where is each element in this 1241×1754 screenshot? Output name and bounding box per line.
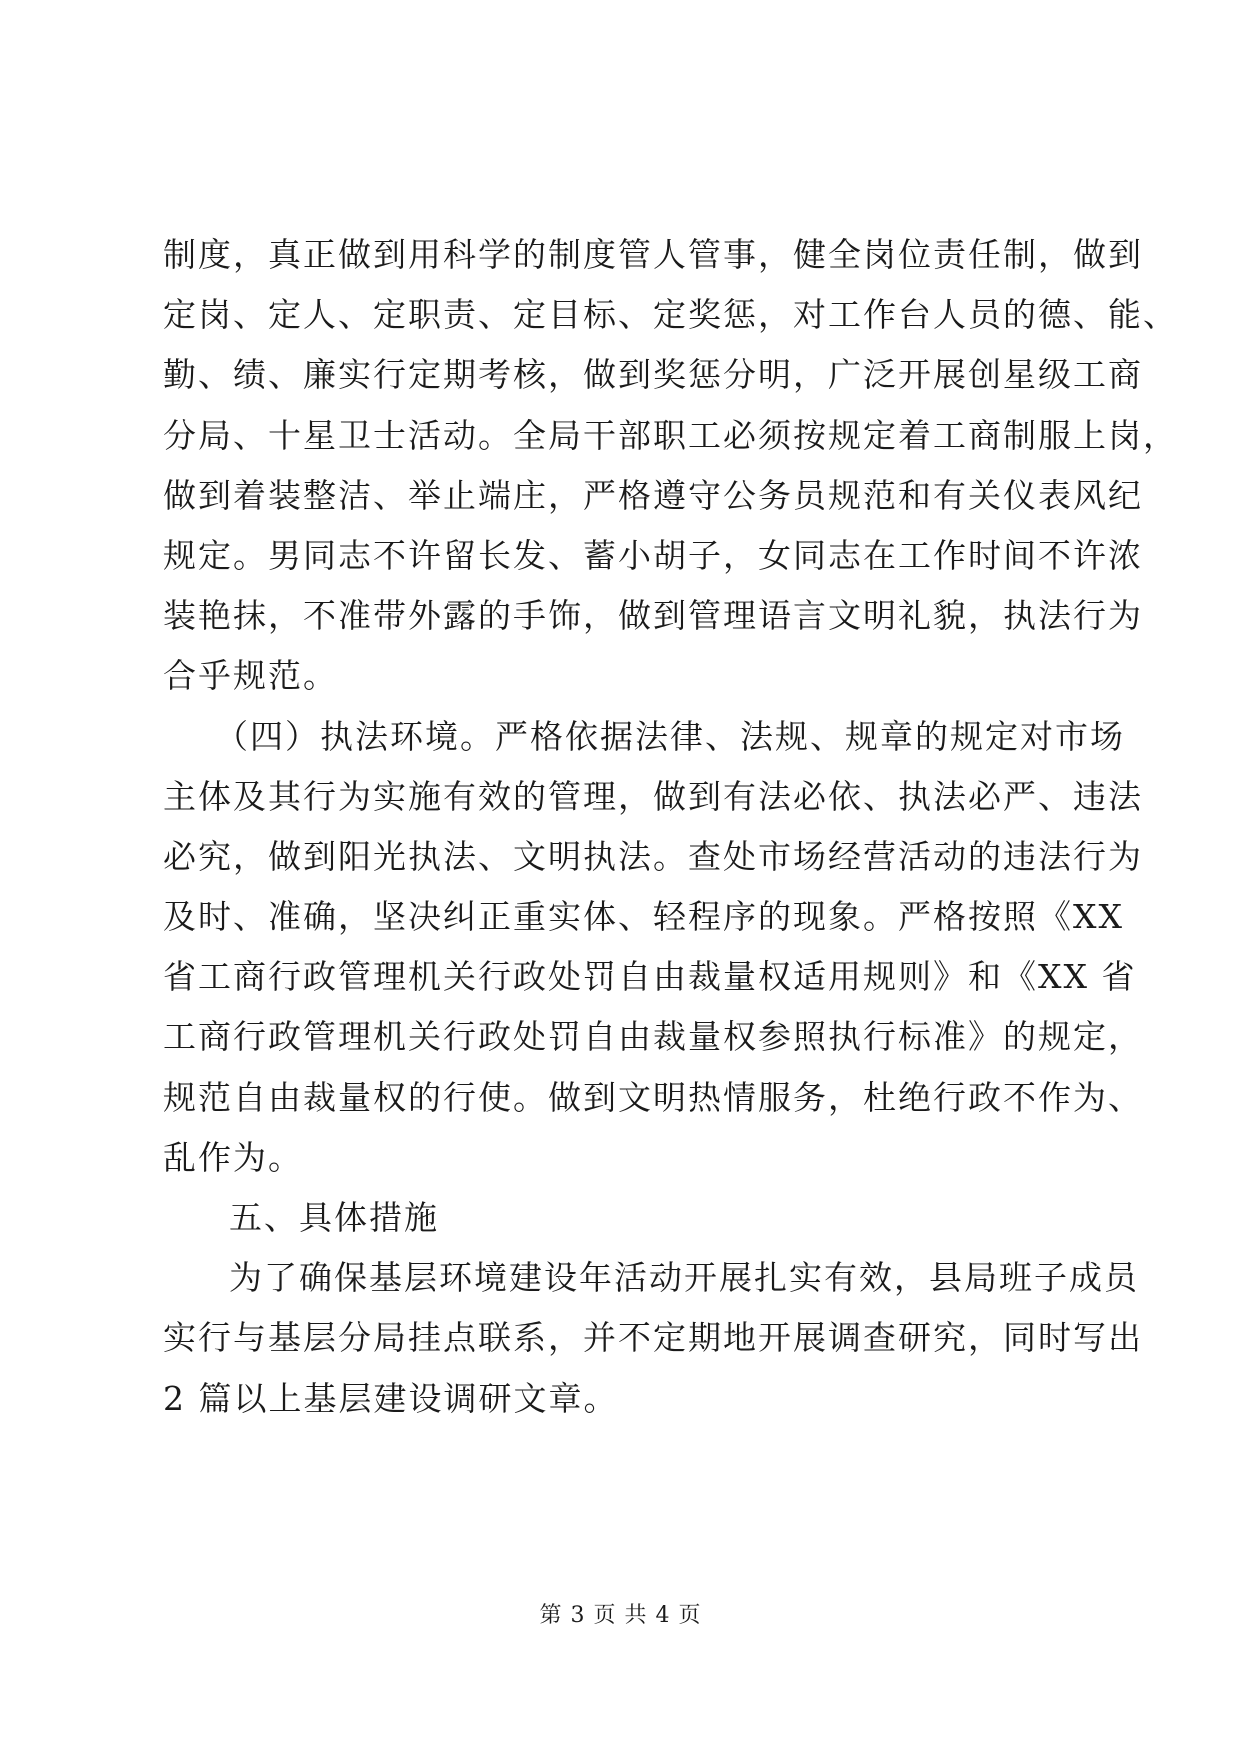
- section-heading-line: （四）执法环境。严格依据法律、法规、规章的规定对市场: [215, 716, 1125, 756]
- body-line: 做到着装整洁、举止端庄，严格遵守公务员规范和有关仪表风纪: [163, 475, 1143, 515]
- section-heading-line: 五、具体措施: [229, 1198, 439, 1237]
- body-line: 主体及其行为实施有效的管理，做到有法必依、执法必严、违法: [163, 776, 1143, 816]
- document-body: [163, 225, 1178, 1429]
- body-line: 2 篇以上基层建设调研文章。: [163, 1378, 619, 1418]
- body-line: 规范自由裁量权的行使。做到文明热情服务，杜绝行政不作为、: [163, 1077, 1143, 1117]
- body-line: 制度，真正做到用科学的制度管人管事，健全岗位责任制，做到: [163, 235, 1143, 274]
- body-line: 规定。男同志不许留长发、蓄小胡子，女同志在工作时间不许浓: [163, 535, 1143, 575]
- body-line: 省工商行政管理机关行政处罚自由裁量权适用规则》和《XX 省: [163, 957, 1137, 997]
- body-line: 必究，做到阳光执法、文明执法。查处市场经营活动的违法行为: [163, 836, 1143, 876]
- page-number-footer: 第 3 页 共 4 页: [539, 1603, 702, 1628]
- body-line: 勤、绩、廉实行定期考核，做到奖惩分明，广泛开展创星级工商: [163, 355, 1143, 395]
- body-line: 合乎规范。: [163, 656, 338, 696]
- body-line: 及时、准确，坚决纠正重实体、轻程序的现象。严格按照《XX: [163, 897, 1124, 937]
- body-line: 乱作为。: [163, 1137, 303, 1177]
- body-line: 定岗、定人、定职责、定目标、定奖惩，对工作台人员的德、能、: [163, 295, 1178, 335]
- paragraph-start-line: 为了确保基层环境建设年活动开展扎实有效，县局班子成员: [229, 1258, 1139, 1298]
- body-line: 工商行政管理机关行政处罚自由裁量权参照执行标准》的规定，: [163, 1017, 1143, 1057]
- body-line: 装艳抹，不准带外露的手饰，做到管理语言文明礼貌，执法行为: [163, 596, 1143, 636]
- body-line: 实行与基层分局挂点联系，并不定期地开展调查研究，同时写出: [163, 1318, 1143, 1358]
- body-line: 分局、十星卫士活动。全局干部职工必须按规定着工商制服上岗，: [163, 415, 1178, 455]
